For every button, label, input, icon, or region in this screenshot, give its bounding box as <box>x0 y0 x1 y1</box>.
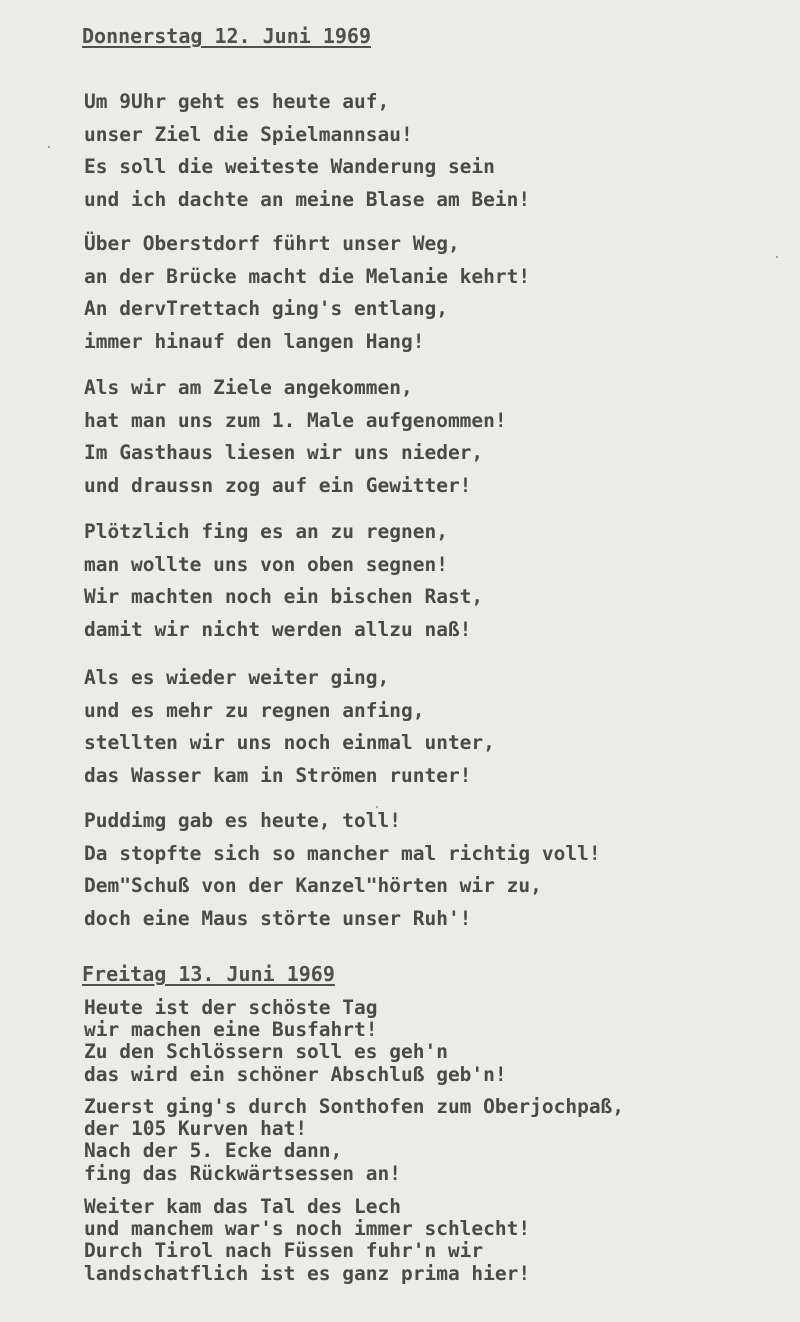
stanza-line: damit wir nicht werden allzu naß! <box>84 618 472 642</box>
stanza-line: hat man uns zum 1. Male aufgenommen! <box>84 408 507 432</box>
stanza-line: Zu den Schlössern soll es geh'n <box>84 1040 448 1064</box>
stanza-line: immer hinauf den langen Hang! <box>84 330 425 354</box>
stanza-line: Plötzlich fing es an zu regnen, <box>84 520 448 543</box>
stanza-line: doch eine Maus störte unser Ruh'! <box>84 907 472 931</box>
stanza-line: Weiter kam das Tal des Lech <box>84 1195 401 1218</box>
paper-speck <box>776 256 778 258</box>
stanza-line: stellten wir uns noch einmal unter, <box>84 731 495 755</box>
stanza-line: Um 9Uhr geht es heute auf, <box>84 90 390 113</box>
paper-speck <box>376 806 378 808</box>
stanza-line: Da stopfte sich so mancher mal richtig voll! <box>84 841 601 865</box>
paper-speck <box>48 146 50 148</box>
stanza-line: der 105 Kurven hat! <box>84 1117 308 1141</box>
stanza-line: an der Brücke macht die Melanie kehrt! <box>84 264 531 288</box>
stanza-9 <box>84 1196 530 1285</box>
stanza-line: und es mehr zu regnen anfing, <box>84 698 425 722</box>
stanza-line: Nach der 5. Ecke dann, <box>84 1139 343 1163</box>
stanza-7 <box>84 997 507 1086</box>
stanza-line: man wollte uns von oben segnen! <box>84 552 448 576</box>
stanza-line: Über Oberstdorf führt unser Weg, <box>84 232 460 255</box>
stanza-line: Zuerst ging's durch Sonthofen zum Oberjochpaß, <box>84 1095 625 1118</box>
stanza-line: und ich dachte an meine Blase am Bein! <box>84 188 531 212</box>
stanza-line: Durch Tirol nach Füssen fuhr'n wir <box>84 1239 484 1263</box>
stanza-line: An dervTrettach ging's entlang, <box>84 297 448 321</box>
stanza-3 <box>84 372 507 503</box>
stanza-4 <box>84 516 483 647</box>
stanza-line: Als wir am Ziele angekommen, <box>84 376 413 399</box>
stanza-5 <box>84 662 495 793</box>
stanza-line: unser Ziel die Spielmannsau! <box>84 122 413 146</box>
stanza-line: Dem"Schuß von der Kanzel"hörten wir zu, <box>84 874 542 898</box>
stanza-line: und manchem war's noch immer schlecht! <box>84 1217 531 1241</box>
stanza-2 <box>84 228 530 359</box>
stanza-6 <box>84 805 601 936</box>
stanza-line: wir machen eine Busfahrt! <box>84 1018 378 1042</box>
stanza-line: Puddimg gab es heute, toll! <box>84 809 401 832</box>
stanza-1 <box>84 86 530 217</box>
stanza-8 <box>84 1096 624 1185</box>
section-heading-friday: Freitag 13. Juni 1969 <box>82 962 335 986</box>
stanza-line: Als es wieder weiter ging, <box>84 666 390 689</box>
stanza-line: das Wasser kam in Strömen runter! <box>84 764 472 788</box>
stanza-line: das wird ein schöner Abschluß geb'n! <box>84 1062 507 1086</box>
stanza-line: Wir machten noch ein bischen Rast, <box>84 585 484 609</box>
stanza-line: fing das Rückwärtsessen an! <box>84 1161 401 1185</box>
section-heading-thursday: Donnerstag 12. Juni 1969 <box>82 24 371 48</box>
stanza-line: landschatflich ist es ganz prima hier! <box>84 1261 531 1285</box>
stanza-line: Es soll die weiteste Wanderung sein <box>84 155 495 179</box>
stanza-line: und draussn zog auf ein Gewitter! <box>84 474 472 498</box>
stanza-line: Heute ist der schöste Tag <box>84 996 378 1019</box>
stanza-line: Im Gasthaus liesen wir uns nieder, <box>84 441 484 465</box>
